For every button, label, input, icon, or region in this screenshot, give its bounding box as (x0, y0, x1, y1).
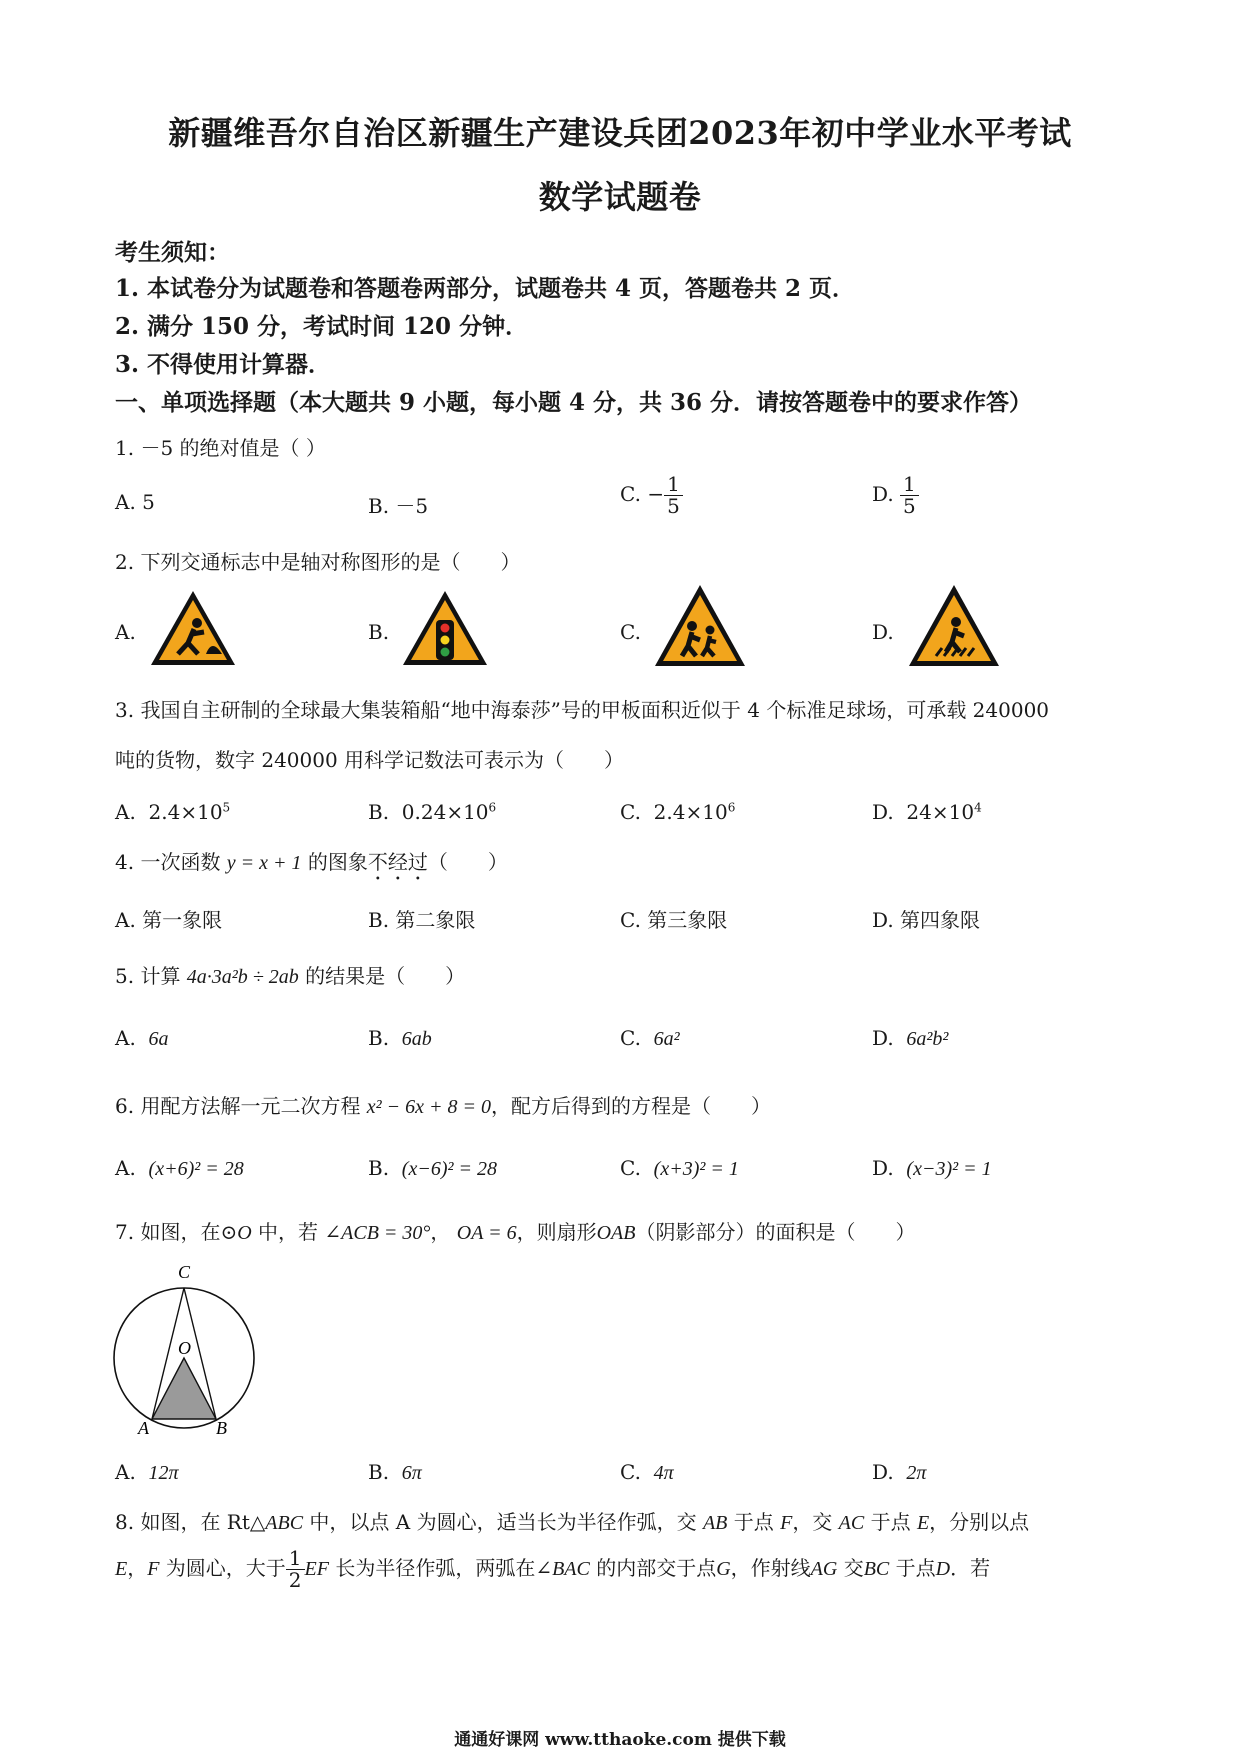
q4-option-c: C. 第三象限 (620, 908, 728, 932)
q6-option-a: A. (x+6)² = 28 (115, 1156, 244, 1180)
children-crossing-sign-icon (652, 582, 748, 670)
q7-option-d: D. 2π (872, 1460, 927, 1484)
q3-stem-line1: 3. 我国自主研制的全球最大集装箱船“地中海泰莎”号的甲板面积近似于 4 个标准足球场，可承载 240000 (115, 698, 1050, 722)
q3-stem-line2: 吨的货物，数字 240000 用科学记数法可表示为（ ） (115, 748, 625, 772)
label-point-b: B (216, 1418, 227, 1436)
q7-option-a: A. 12π (115, 1460, 179, 1484)
notice-item-1: 1. 本试卷分为试题卷和答题卷两部分，试题卷共 4 页，答题卷共 2 页． (115, 275, 856, 302)
q4-option-a: A. 第一象限 (115, 908, 223, 932)
label-point-o: O (178, 1338, 191, 1358)
q3-option-b: B. $0.24\times 10^6$ (368, 800, 497, 824)
q7-option-c: C. 4π (620, 1460, 674, 1484)
q5-option-c: C. 6a² (620, 1026, 680, 1050)
q1-stem: 1. －5 的绝对值是（ ） (115, 436, 326, 460)
q2-stem: 2. 下列交通标志中是轴对称图形的是（ ） (115, 550, 521, 574)
q2-label-d: D. (872, 620, 894, 644)
q4-option-d: D. 第四象限 (872, 908, 981, 932)
label-point-a: A (138, 1418, 149, 1436)
notice-item-3: 3. 不得使用计算器． (115, 351, 332, 378)
q7-stem: 7. 如图，在⊙O 中，若 ∠ACB = 30°， OA = 6，则扇形OAB（阴影部分）的面积是（ ） (115, 1220, 916, 1244)
exam-title: 新疆维吾尔自治区新疆生产建设兵团2023年初中学业水平考试 (168, 114, 1072, 152)
notice-heading: 考生须知： (115, 239, 230, 266)
q7-option-b: B. 6π (368, 1460, 422, 1484)
q5-option-d: D. 6a²b² (872, 1026, 949, 1050)
section-heading: 一、单项选择题（本大题共 9 小题，每小题 4 分，共 36 分．请按答题卷中的要求作答） (115, 389, 1033, 416)
q4-option-b: B. 第二象限 (368, 908, 476, 932)
sector-oab-shaded (152, 1358, 216, 1419)
label-point-c: C (178, 1262, 191, 1282)
q6-option-d: D. (x−3)² = 1 (872, 1156, 992, 1180)
q3-option-c: C. $2.4\times 10^6$ (620, 800, 736, 824)
notice-item-2: 2. 满分 150 分，考试时间 120 分钟． (115, 313, 529, 340)
exam-subtitle: 数学试题卷 (538, 178, 702, 216)
q1-option-a: A. 5 (115, 490, 155, 514)
q5-option-a: A. 6a (115, 1026, 169, 1050)
q6-option-b: B. (x−6)² = 28 (368, 1156, 497, 1180)
page-footer: 通通好课网 www.tthaoke.com 提供下载 (454, 1730, 786, 1750)
q6-option-c: C. (x+3)² = 1 (620, 1156, 739, 1180)
q5-option-b: B. 6ab (368, 1026, 432, 1050)
q6-stem: 6. 用配方法解一元二次方程 x² − 6x + 8 = 0，配方后得到的方程是（ ） (115, 1094, 772, 1118)
q7-circle-figure (104, 1256, 264, 1436)
q1-c-fraction: $\frac{1}{5}$ (664, 474, 683, 517)
q1-d-fraction: $\frac{1}{5}$ (900, 474, 919, 517)
q1-option-d: D. $\frac{1}{5}$ (872, 474, 919, 517)
q8-stem-line1: 8. 如图，在 Rt△ABC 中，以点 A 为圆心，适当长为半径作弧，交 AB 于点 F，交 AC 于点 E，分别以点 (115, 1510, 1030, 1534)
q1-option-b: B. －5 (368, 494, 429, 518)
q5-stem: 5. 计算 4a·3a²b ÷ 2ab 的结果是（ ） (115, 964, 466, 988)
q1-option-c: C. − $\frac{1}{5}$ (620, 474, 683, 517)
q4-emphasis: 不经过 (367, 850, 428, 874)
q3-option-d: D. $24\times 10^4$ (872, 800, 982, 824)
pedestrian-crossing-sign-icon (906, 582, 1002, 670)
traffic-light-sign-icon (400, 588, 490, 668)
q3-option-a: A. $2.4\times 10^5$ (115, 800, 231, 824)
q2-label-c: C. (620, 620, 641, 644)
q8-half-fraction: $\frac{1}{2}$ (286, 1548, 305, 1591)
road-works-sign-icon (148, 588, 238, 668)
q4-stem: 4. 一次函数 y = x + 1 的图象不经过（ ） (115, 850, 508, 874)
q2-label-a: A. (115, 620, 136, 644)
q2-label-b: B. (368, 620, 390, 644)
q8-stem-line2: E，F 为圆心，大于 $\frac{1}{2}$ EF 长为半径作弧，两弧在∠BAC 的内部交于点G，作射线AG 交BC 于点D．若 (115, 1546, 991, 1592)
